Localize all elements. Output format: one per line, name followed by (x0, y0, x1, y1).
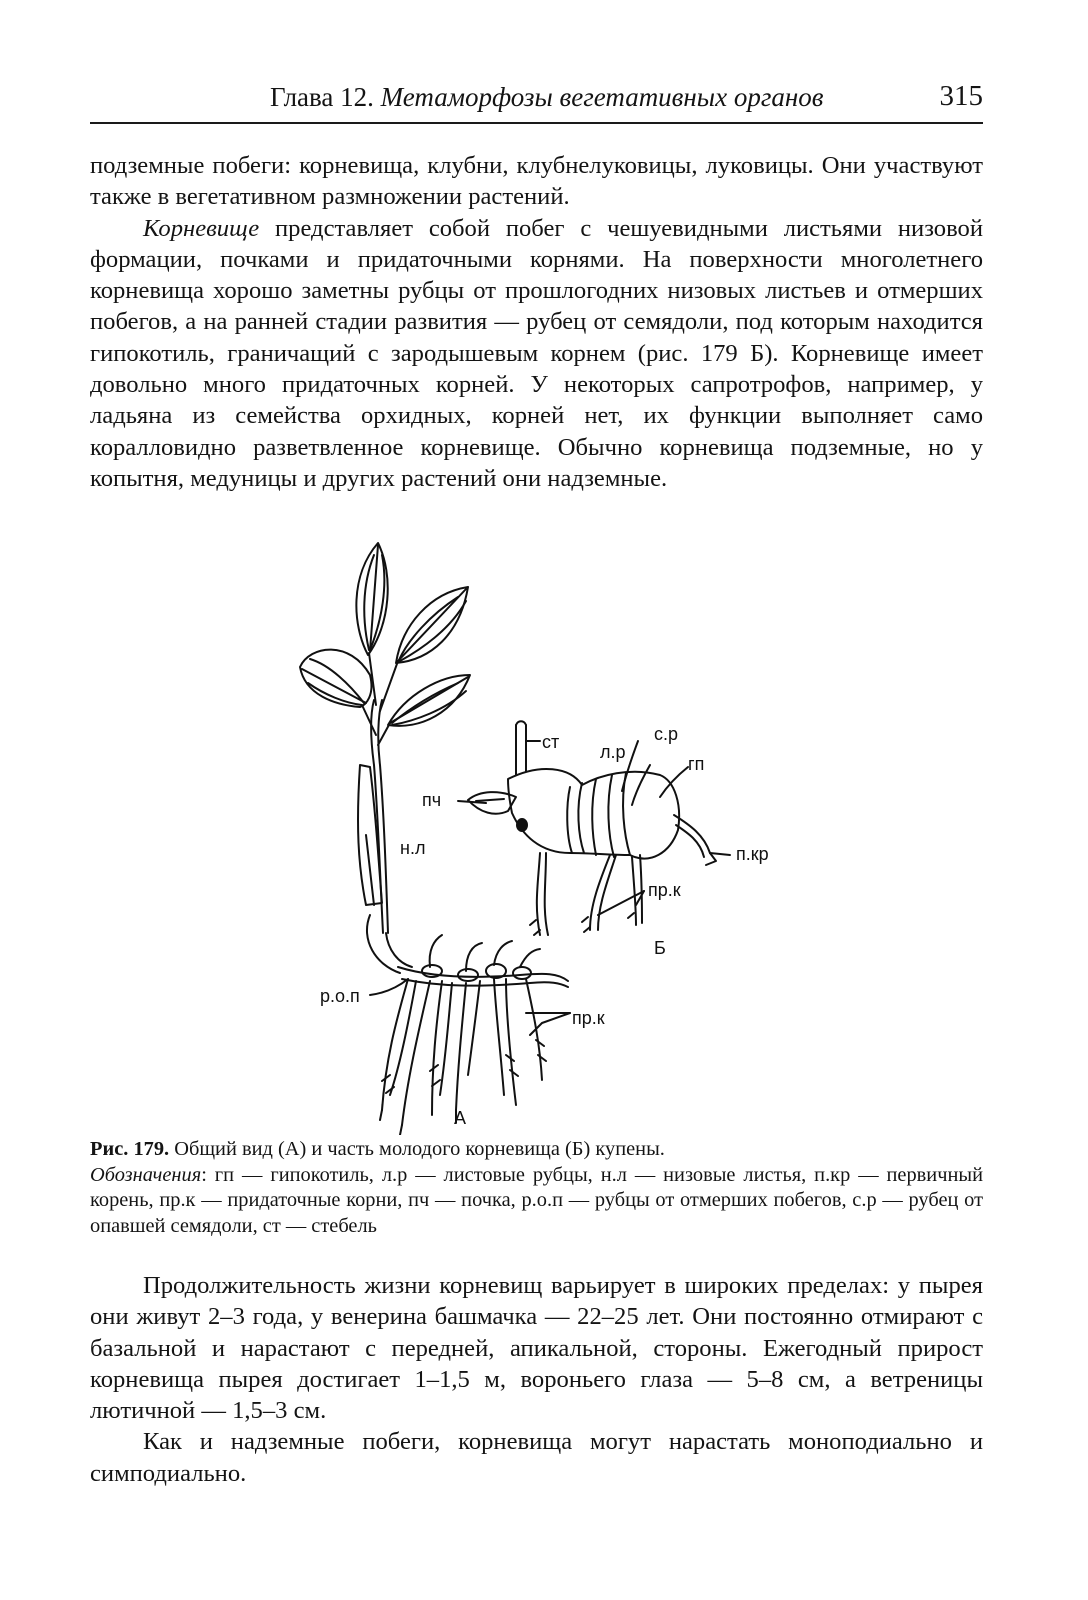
caption-text: Общий вид (А) и часть молодого корневища (Б) купены. (169, 1138, 665, 1160)
label-lr: л.р (600, 742, 626, 762)
label-nl: н.л (400, 838, 426, 858)
figure-179 (290, 535, 810, 1135)
body-text-top (90, 150, 983, 494)
figure-caption (90, 1137, 983, 1239)
chapter-number: Глава 12. (270, 82, 374, 112)
body-text-bottom (90, 1270, 983, 1489)
running-title (270, 82, 823, 113)
paragraph (90, 213, 983, 495)
shoot-a (300, 543, 470, 973)
caption-title (90, 1137, 983, 1163)
paragraph: подземные побеги: корневища, клубни, клубнелуковицы, луковицы. Они участвуют также в вегетативном размножении растений. (90, 152, 983, 211)
label-gp: гп (688, 754, 705, 774)
legend-label: Обозначения (90, 1163, 202, 1186)
paragraph: Как и надземные побеги, корневища могут нарастать моноподиально и симподиально. (90, 1428, 983, 1487)
plant-illustration (290, 535, 810, 1135)
legend-text: : гп — гипокотиль, л.р — листовые рубцы, н.л — низовые листья, п.кр — первичный корень, пр.к — придаточные корни, пч — почка, р.о.п — рубцы от отмерших побегов, с.р — рубец от опавшей семядоли, ст — стебель (90, 1163, 983, 1237)
label-a: А (454, 1108, 467, 1128)
running-header (90, 78, 983, 124)
label-prk-a: пр.к (572, 1008, 605, 1028)
rhizome-a (370, 935, 570, 1135)
label-sr: с.р (654, 724, 679, 744)
figure-number: Рис. 179. (90, 1138, 170, 1160)
page-number: 315 (939, 80, 983, 112)
label-b: Б (654, 938, 666, 958)
chapter-title: Метаморфозы вегетативных органов (380, 82, 824, 112)
label-pch: пч (422, 790, 442, 810)
term-rhizome: Корневище (143, 214, 260, 242)
label-rop: р.о.п (320, 986, 360, 1006)
label-prk-b: пр.к (648, 880, 681, 900)
paragraph-text: представляет собой побег с чешуевидными листьями низовой формации, почками и придаточными корнями. На поверхности многолетнего корневища хорошо заметны рубцы от прошлогодних низовых листьев и отмерших побегов, а на ранней стадии развития — рубец от семядоли, под которым находится гипокотиль, граничащий с зародышевым корнем (рис. 179 Б). Корневище имеет довольно много придаточных корней. У некоторых сапротрофов, например, у ладьяна из семейства орхидных, корней нет, их функции выполняет само коралловидно разветвленное корневище. Обычно корневища подземные, но у копытня, медуницы и других растений они надземные. (90, 214, 983, 492)
label-pkr: п.кр (736, 844, 769, 864)
paragraph: Продолжительность жизни корневищ варьирует в широких пределах: у пырея они живут 2–3 года, у венерина башмачка — 22–25 лет. Они постоянно отмирают с базальной и нарастают с передней, апикальной, стороны. Ежегодный прирост корневища пырея достигает 1–1,5 м, вороньего глаза — 5–8 см, а ветреницы лютичной — 1,5–3 см. (90, 1272, 983, 1425)
caption-legend (90, 1163, 983, 1240)
label-st: ст (542, 732, 560, 752)
